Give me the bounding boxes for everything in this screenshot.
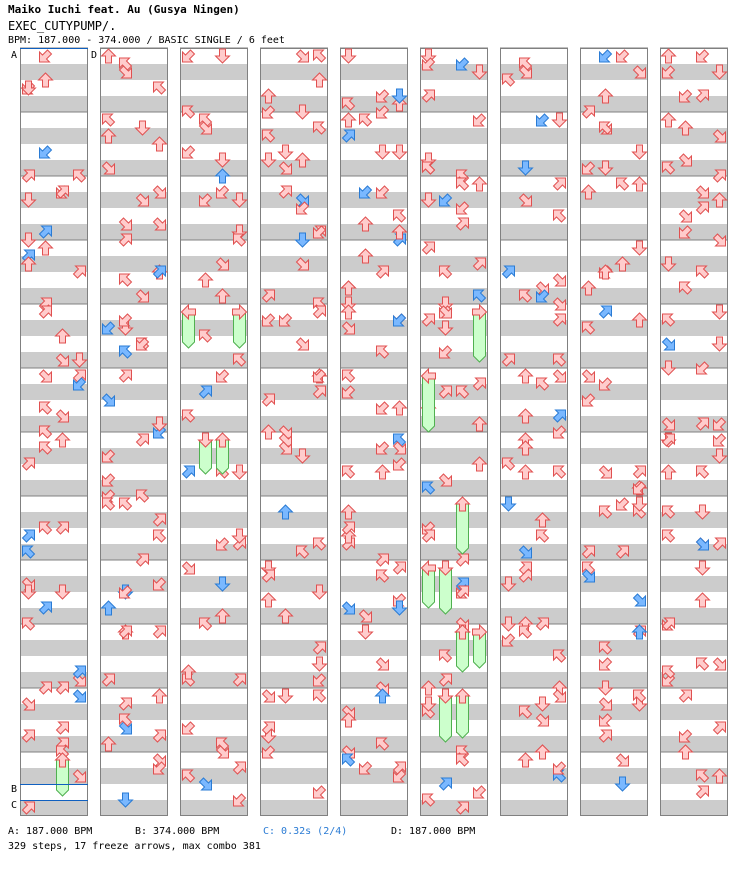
stripe: [340, 640, 408, 656]
stripe: [20, 640, 88, 656]
stripe: [660, 736, 728, 752]
stripe: [180, 608, 248, 624]
stripe: [500, 512, 568, 528]
marker-a: A: [11, 50, 18, 61]
stripe: [20, 480, 88, 496]
stripe: [260, 800, 328, 816]
stripe: [420, 224, 488, 240]
stripe: [180, 448, 248, 464]
stripe: [180, 384, 248, 400]
stripe: [500, 544, 568, 560]
stripe: [340, 160, 408, 176]
stripe: [260, 352, 328, 368]
stripe: [20, 128, 88, 144]
stripe: [180, 576, 248, 592]
legend-c: C: 0.32s (2/4): [263, 826, 348, 837]
stripe: [260, 448, 328, 464]
marker-c: C: [11, 800, 18, 811]
stripe: [340, 256, 408, 272]
stripe: [420, 544, 488, 560]
stripe: [500, 480, 568, 496]
stripe: [100, 704, 168, 720]
stripe: [420, 768, 488, 784]
stripe: [580, 352, 648, 368]
stripe: [180, 160, 248, 176]
legend-a: A: 187.000 BPM: [8, 826, 93, 837]
stripe: [260, 512, 328, 528]
stripe: [180, 512, 248, 528]
stripe: [20, 512, 88, 528]
stripe: [180, 288, 248, 304]
stripe: [580, 672, 648, 688]
stripe: [340, 64, 408, 80]
stripe: [100, 288, 168, 304]
stripe: [660, 640, 728, 656]
stripe: [20, 64, 88, 80]
stripe: [180, 64, 248, 80]
stripe: [340, 576, 408, 592]
stripe: [180, 640, 248, 656]
stripe: [340, 800, 408, 816]
stripe: [180, 256, 248, 272]
stripe: [180, 704, 248, 720]
stripe: [660, 96, 728, 112]
bpm-summary: BPM: 187.000 - 374.000 / BASIC SINGLE / 6 feet: [8, 35, 285, 46]
stripe: [260, 768, 328, 784]
stripe: [420, 736, 488, 752]
stripe: [340, 672, 408, 688]
stripe: [180, 736, 248, 752]
stripe: [580, 736, 648, 752]
stripe: [20, 416, 88, 432]
stripe: [20, 288, 88, 304]
chart-name: EXEC_CUTYPUMP/.: [8, 19, 117, 33]
stripe: [500, 224, 568, 240]
stripe: [500, 800, 568, 816]
stripe: [500, 128, 568, 144]
stripe: [580, 608, 648, 624]
stripe: [180, 128, 248, 144]
stripe: [420, 128, 488, 144]
stripe: [580, 224, 648, 240]
song-title: Maiko Iuchi feat. Au (Gusya Ningen): [8, 3, 240, 16]
stripe: [100, 96, 168, 112]
stripe: [500, 160, 568, 176]
stripe: [500, 704, 568, 720]
stripe: [580, 256, 648, 272]
stripe: [580, 448, 648, 464]
stripe: [100, 800, 168, 816]
stripe: [260, 192, 328, 208]
stripe: [100, 64, 168, 80]
stripe: [660, 480, 728, 496]
stripe: [260, 704, 328, 720]
stripe: [340, 416, 408, 432]
stripe: [580, 416, 648, 432]
stripe: [500, 384, 568, 400]
stripe: [660, 800, 728, 816]
stripe: [660, 288, 728, 304]
stripe: [420, 608, 488, 624]
legend-b: B: 374.000 BPM: [135, 826, 220, 837]
stripe: [100, 352, 168, 368]
stripe: [660, 704, 728, 720]
stripe: [660, 384, 728, 400]
stripe: [180, 480, 248, 496]
stripe: [20, 320, 88, 336]
stripe: [100, 640, 168, 656]
stripe: [580, 128, 648, 144]
stripe: [100, 544, 168, 560]
stripe: [580, 768, 648, 784]
stripe: [580, 640, 648, 656]
marker-b: B: [11, 784, 18, 795]
stripe: [260, 480, 328, 496]
stripe: [660, 576, 728, 592]
marker-d: D: [91, 50, 98, 61]
stripe: [340, 480, 408, 496]
stripe: [260, 608, 328, 624]
chart-stats: 329 steps, 17 freeze arrows, max combo 381: [8, 841, 261, 852]
stripe: [500, 736, 568, 752]
stripe: [20, 96, 88, 112]
stripe: [340, 192, 408, 208]
freeze-arrow-icon: [423, 376, 435, 432]
legend-d: D: 187.000 BPM: [391, 826, 476, 837]
stripe: [580, 800, 648, 816]
stripe: [500, 192, 568, 208]
stripe: [260, 256, 328, 272]
stripe: [340, 352, 408, 368]
stripe: [500, 96, 568, 112]
